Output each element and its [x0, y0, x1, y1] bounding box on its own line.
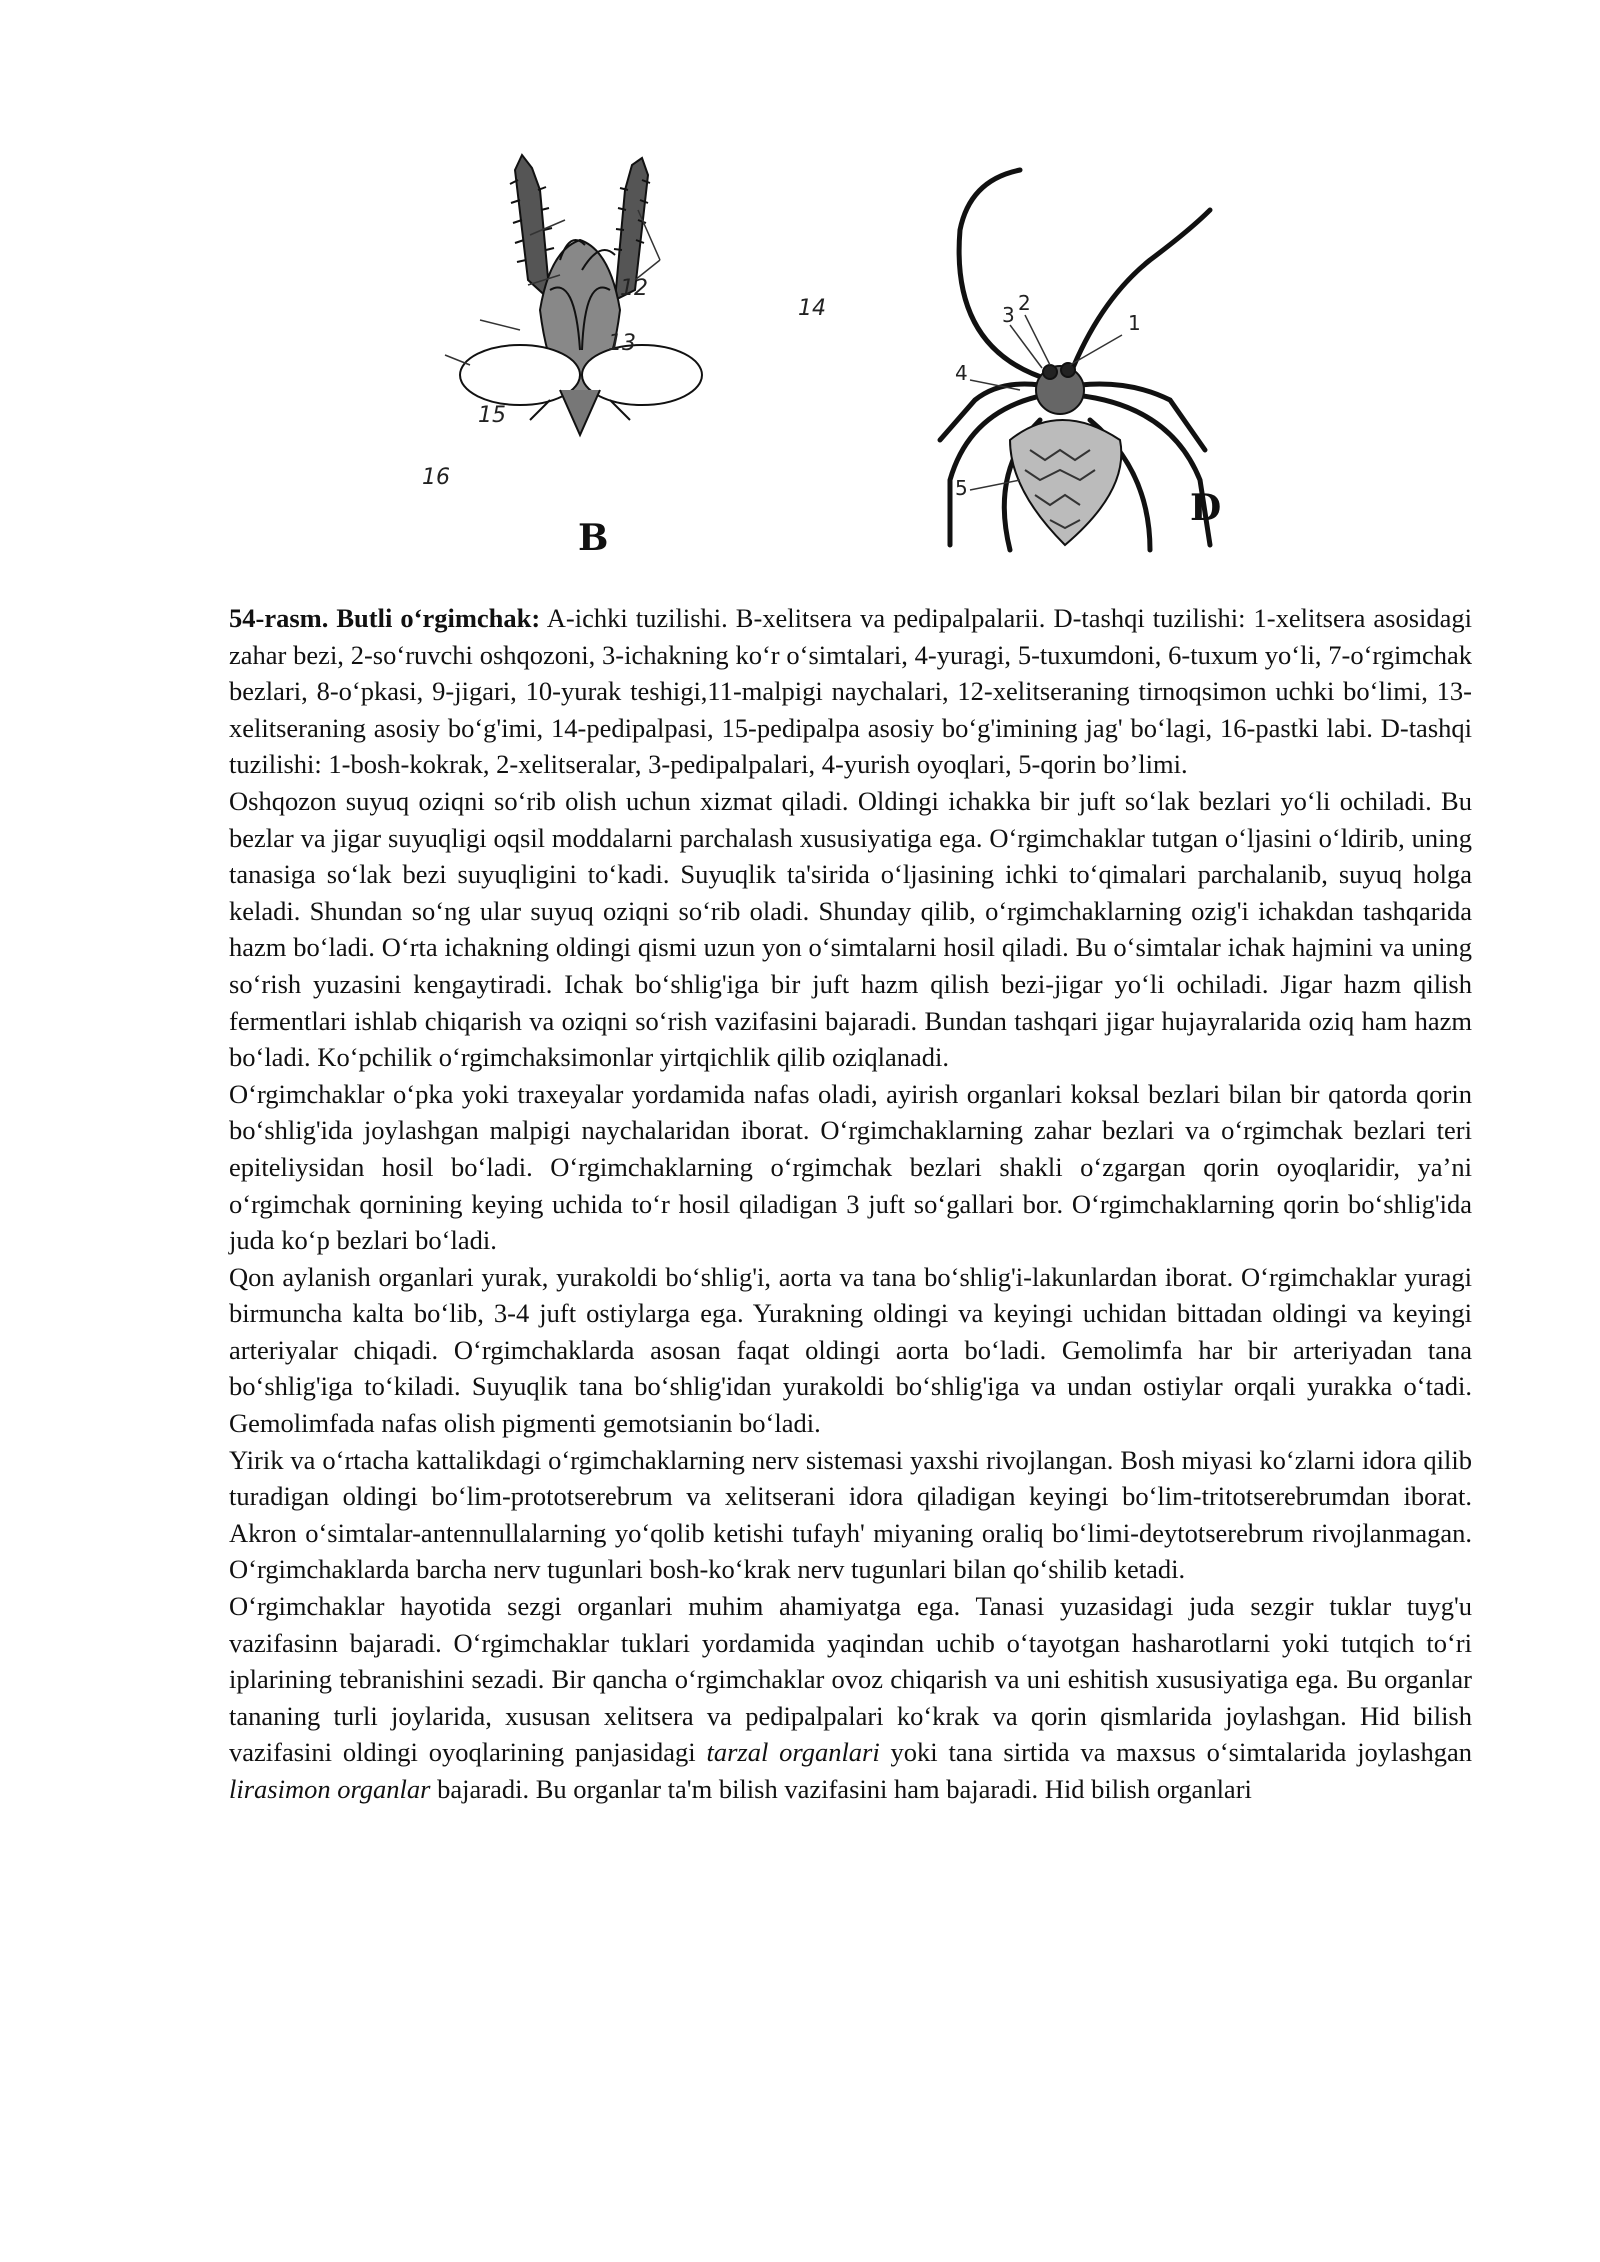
- paragraph-nervous-system: Yirik va o‘rtacha kattalikdagi o‘rgimchaklarning nerv sistemasi yaxshi rivojlangan. Bosh miyasi ko‘zlarni idora qilib turadigan oldingi bo‘lim-prototserebrum va xelitserani idora qiladigan keyingi bo‘lim-tritotserebrumdan iborat. Akron o‘simtalar-antennullalarning yo‘qolib ketishi tufayh' miyaning oraliq bo‘limi-deytotserebrum rivojlanmagan. O‘rgimchaklarda barcha nerv tugunlari bosh-ko‘krak nerv tugunlari bilan qo‘shilib ketadi.: [229, 1444, 1472, 1585]
- panel-b-drawing: [445, 155, 702, 435]
- label-d-1: 1: [1128, 311, 1141, 335]
- sense-text-1: O‘rgimchaklar hayotida sezgi organlari muhim ahamiyatga ega. Tanasi yuzasidagi juda sezgir tuklar tuyg'u vazifasinn bajaradi. O‘rgimchaklar tuklari yordamida yaqindan uchib o‘tayotgan hasharotlarni yoki tutqich to‘ri iplarining tebranishini sezadi. Bir qancha o‘rgimchaklar ovoz chiqarish va uni eshitish xususiyatiga ega. Bu organlar tananing turli joylarida, xususan xelitsera va pedipalpalari ko‘krak va qorin qismlarida joylashgan. Hid bilish vazifasini oldingi oyoqlarining panjasidagi: [229, 1591, 1472, 1768]
- panel-b-label: B: [578, 517, 609, 559]
- label-d-3: 3: [1002, 303, 1015, 327]
- paragraph-digestion: Oshqozon suyuq oziqni so‘rib olish uchun xizmat qiladi. Oldingi ichakka bir juft so‘lak bezlari yo‘li ochiladi. Bu bezlar va jigar suyuqligi oqsil moddalarni parchalash xususiyatiga ega. O‘rgimchaklar tutgan o‘ljasini o‘ldirib, uning tanasiga so‘lak bezi suyuqligini to‘kadi. Suyuqlik ta'sirida o‘ljasining ichki to‘qimalari parchalanib, suyuq holga keladi. Shundan so‘ng ular suyuq oziqni so‘rib oladi. Shunday qilib, o‘rgimchaklarning ozig'i ichakdan tashqarida hazm bo‘ladi. O‘rta ichakning oldingi qismi uzun yon o‘simtalarni hosil qiladi. Bu o‘simtalar ichak hajmini va uning so‘rish yuzasini kengaytiradi. Ichak bo‘shlig'iga bir juft hazm qilish bezi-jigar yo‘li ochiladi. Jigar hazm qilish fermentlari ishlab chiqarish va oziqni so‘rish vazifasini bajaradi. Bundan tashqari jigar hujayralarida oziq ham hazm bo‘ladi. Ko‘pchilik o‘rgimchaksimonlar yirtqichlik qilib oziqlanadi.: [229, 785, 1472, 1073]
- label-14: 14: [798, 296, 826, 321]
- paragraph-sense-organs: [229, 1588, 1472, 1808]
- label-d-4: 4: [955, 361, 968, 385]
- figure-caption: [229, 600, 1472, 783]
- label-13: 13: [608, 331, 636, 356]
- sense-text-3: bajaradi. Bu organlar ta'm bilish vazifasini ham bajaradi. Hid bilish organlari: [430, 1774, 1252, 1804]
- label-12: 12: [620, 276, 648, 301]
- label-d-2: 2: [1018, 291, 1031, 315]
- caption-text: A-ichki tuzilishi. B-xelitsera va pedipalpalarii. D-tashqi tuzilishi: 1-xelitsera asosidagi zahar bezi, 2-so‘ruvchi oshqozoni, 3-ichakning ko‘r o‘simtalari, 4-yuragi, 5-tuxumdoni, 6-tuxum yo‘li, 7-o‘rgimchak bezlari, 8-o‘pkasi, 9-jigari, 10-yurak teshigi,11-malpigi naychalari, 12-xelitseraning tirnoqsimon uchki bo‘limi, 13-xelitseraning asosiy bo‘g'imi, 14-pedipalpasi, 15-pedipalpa asosiy bo‘g'imining jag' bo‘lagi, 16-pastki labi. D-tashqi tuzilishi: 1-bosh-kokrak, 2-xelitseralar, 3-pedipalpalari, 4-yurish oyoqlari, 5-qorin bo’limi.: [229, 603, 1472, 780]
- spider-illustration: [410, 150, 1270, 570]
- label-d-5: 5: [955, 476, 968, 500]
- label-15: 15: [478, 403, 506, 428]
- term-lirasimon-organlar: lirasimon organlar: [229, 1774, 431, 1804]
- panel-d-label: D: [1190, 487, 1222, 529]
- paragraph-respiration: O‘rgimchaklar o‘pka yoki traxeyalar yordamida nafas oladi, ayirish organlari koksal bezlari bilan bir qatorda qorin bo‘shlig'ida joylashgan malpigi naychalaridan iborat. O‘rgimchaklarning zahar bezlari va o‘rgimchak bezlari teri epiteliysidan hosil bo‘ladi. O‘rgimchaklarning o‘rgimchak bezlari shakli o‘zgargan qorin oyoqlaridir, ya’ni o‘rgimchak qornining keying uchida to‘r hosil qiladigan 3 juft so‘gallari bor. O‘rgimchaklarning qorin bo‘shlig'ida juda ko‘p bezlari bo‘ladi.: [229, 1078, 1472, 1256]
- paragraph-circulation: Qon aylanish organlari yurak, yurakoldi bo‘shlig'i, aorta va tana bo‘shlig'i-lakunlardan iborat. O‘rgimchaklar yuragi birmuncha kalta bo‘lib, 3-4 juft ostiylarga ega. Yurakning oldingi va keyingi uchidan bittadan oldingi va keyingi arteriyalar chiqadi. O‘rgimchaklarda asosan faqat oldingi aorta bo‘ladi. Gemolimfa har bir arteriyadan tana bo‘shlig'iga to‘kiladi. Suyuqlik tana bo‘shlig'idan yurakoldi bo‘shlig'iga va undan ostiylar orqali yurakka o‘tadi. Gemolimfada nafas olish pigmenti gemotsianin bo‘ladi.: [229, 1261, 1472, 1439]
- body-text: [229, 600, 1472, 1808]
- spider-figure: [410, 150, 1270, 570]
- sense-text-2: yoki tana sirtida va maxsus o‘simtalarida joylashgan: [879, 1737, 1473, 1768]
- term-tarzal-organlari: tarzal organlari: [706, 1737, 880, 1768]
- label-16: 16: [422, 465, 450, 490]
- caption-lead: 54-rasm. Butli o‘rgimchak:: [229, 603, 541, 633]
